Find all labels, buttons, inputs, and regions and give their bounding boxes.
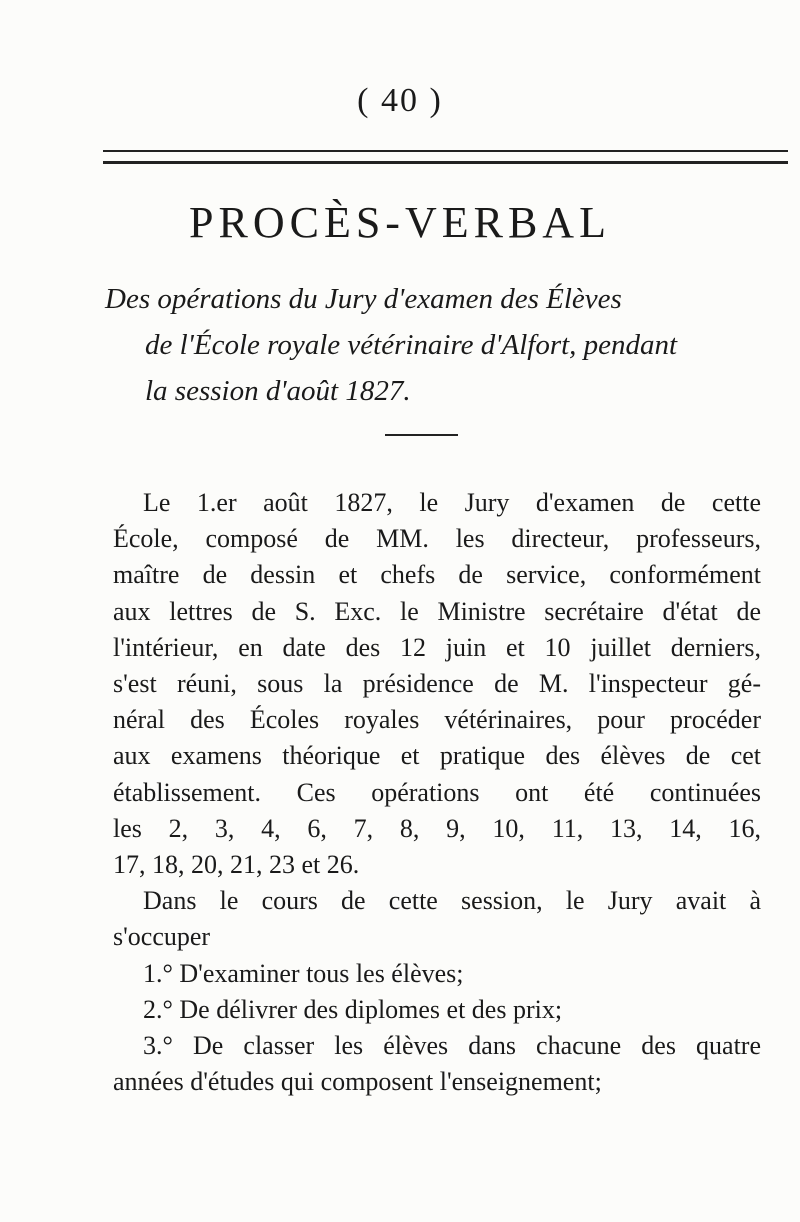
list-item: 1.° D'examiner tous les élèves;: [143, 958, 464, 988]
text-line: s'occuper: [113, 922, 211, 952]
text-line: aux examens théorique et pratique des élèves de cet: [113, 741, 761, 771]
text-line: aux lettres de S. Exc. le Ministre secrétaire d'état de: [113, 596, 761, 626]
section-divider: [385, 434, 458, 436]
subtitle-line-2: de l'École royale vétérinaire d'Alfort, pendant: [145, 329, 678, 361]
text-line: néral des Écoles royales vétérinaires, pour procéder: [113, 705, 761, 735]
document-title: PROCÈS-VERBAL: [189, 198, 611, 247]
text-line: maître de dessin et chefs de service, conformément: [113, 560, 761, 590]
subtitle-line-1: Des opérations du Jury d'examen des Élèves: [105, 283, 622, 315]
text-line: s'est réuni, sous la présidence de M. l'inspecteur gé-: [113, 669, 761, 699]
page-number: ( 40 ): [357, 82, 443, 119]
text-line: années d'études qui composent l'enseignement;: [113, 1067, 602, 1097]
list-item: 3.° De classer les élèves dans chacune des quatre: [143, 1031, 761, 1061]
body-text: [113, 485, 761, 1100]
text-line: École, composé de MM. les directeur, professeurs,: [113, 524, 761, 554]
paragraph-2: [113, 883, 761, 955]
text-line: les 2, 3, 4, 6, 7, 8, 9, 10, 11, 13, 14, 16,: [113, 813, 761, 843]
text-line: l'intérieur, en date des 12 juin et 10 juillet derniers,: [113, 632, 761, 662]
list-item: 2.° De délivrer des diplomes et des prix;: [143, 994, 563, 1024]
text-line: Le 1.er août 1827, le Jury d'examen de cette: [143, 488, 761, 517]
text-line: 17, 18, 20, 21, 23 et 26.: [113, 850, 360, 880]
text-line: Dans le cours de cette session, le Jury avait à: [143, 886, 761, 916]
header-double-rule: [103, 150, 788, 164]
document-subtitle: [105, 276, 765, 414]
item-list: [113, 956, 761, 1101]
text-line: établissement. Ces opérations ont été continuées: [113, 777, 761, 807]
subtitle-line-3: la session d'août 1827.: [145, 375, 411, 407]
paragraph-1: [113, 485, 761, 883]
